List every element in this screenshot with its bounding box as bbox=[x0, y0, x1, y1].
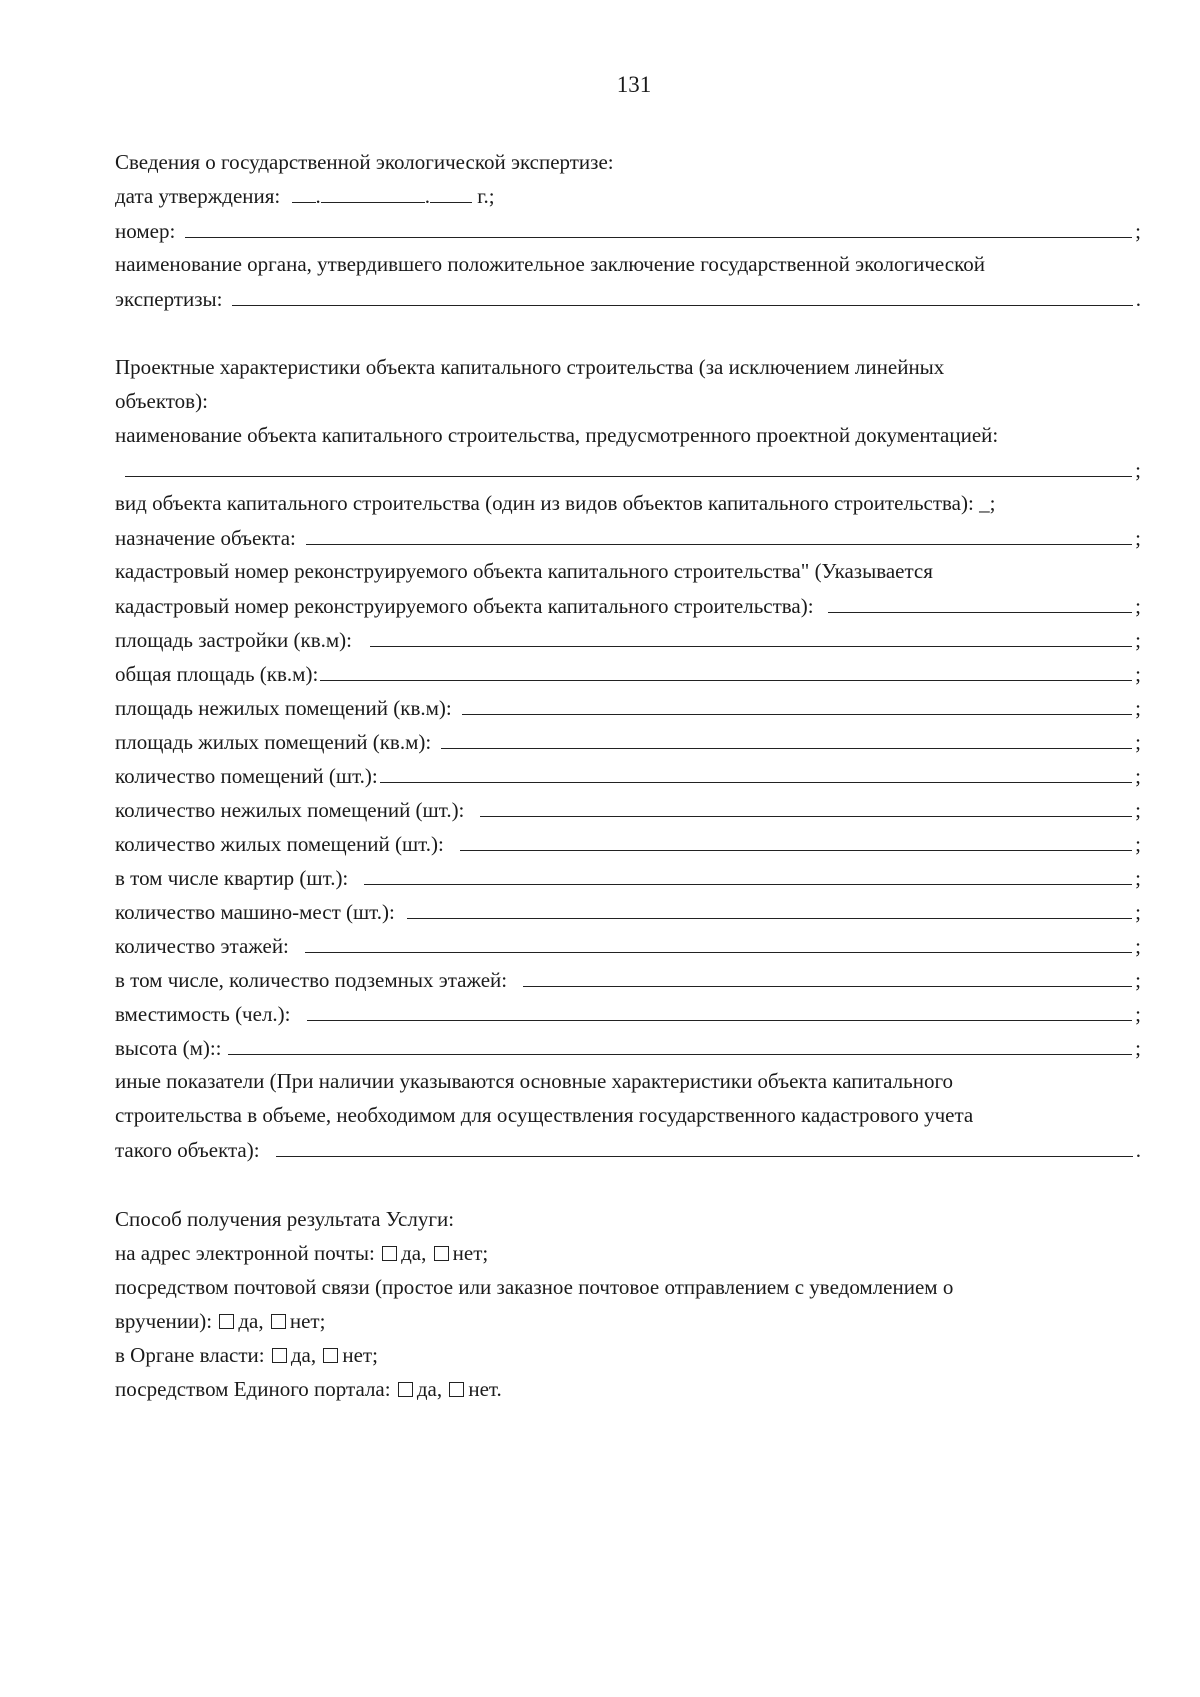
approving-organ-field[interactable] bbox=[232, 280, 1132, 306]
building-area-field[interactable] bbox=[370, 621, 1132, 647]
field-line bbox=[115, 859, 1141, 895]
post-option-line bbox=[115, 1303, 1141, 1339]
other-indicators-field[interactable] bbox=[276, 1131, 1133, 1157]
page-number: 131 bbox=[616, 72, 652, 97]
portal-option-label: посредством Единого портала: bbox=[115, 1377, 391, 1401]
field-line bbox=[115, 621, 1141, 657]
line-end-semicolon: ; bbox=[1135, 662, 1141, 686]
line-end-semicolon: ; bbox=[1135, 764, 1141, 788]
object-name-line bbox=[115, 451, 1141, 487]
total-area-field[interactable] bbox=[320, 655, 1132, 681]
other-indicators-label: иные показатели (При наличии указываются основные характеристики объекта капитального bbox=[115, 1069, 954, 1093]
characteristics-heading-cont: объектов): bbox=[115, 389, 208, 413]
post-option-label: посредством почтовой связи (простое или заказное почтовое отправлением с уведомлением о bbox=[115, 1275, 954, 1299]
other-indicators-line bbox=[115, 1131, 1141, 1167]
nonresidential-rooms-label: количество нежилых помещений (шт.): bbox=[115, 798, 465, 822]
organ-option-label: в Органе власти: bbox=[115, 1343, 265, 1367]
residential-rooms-field[interactable] bbox=[460, 825, 1132, 851]
characteristics-heading: Проектные характеристики объекта капитального строительства (за исключением линейных bbox=[115, 355, 945, 379]
line-end-semicolon: ; bbox=[1135, 1036, 1141, 1060]
line-end-period: . bbox=[1135, 287, 1141, 311]
field-line bbox=[115, 757, 1141, 793]
capacity-label: вместимость (чел.): bbox=[115, 1002, 291, 1026]
total-area-label: общая площадь (кв.м): bbox=[115, 662, 319, 686]
post-no-checkbox[interactable] bbox=[271, 1314, 286, 1329]
no-label: нет; bbox=[342, 1343, 378, 1367]
residential-area-label: площадь жилых помещений (кв.м): bbox=[115, 730, 432, 754]
email-no-checkbox[interactable] bbox=[434, 1246, 449, 1261]
line-end-semicolon: ; bbox=[1135, 594, 1141, 618]
field-line bbox=[115, 893, 1141, 929]
underground-floors-label: в том числе, количество подземных этажей: bbox=[115, 968, 508, 992]
floors-count-label: количество этажей: bbox=[115, 934, 289, 958]
approving-organ-label: наименование органа, утвердившего положительное заключение государственной экологической bbox=[115, 252, 985, 276]
post-option-label-end: вручении): bbox=[115, 1309, 213, 1333]
object-kind-line: вид объекта капитального строительства (один из видов объектов капитального строительства): _; bbox=[115, 491, 996, 515]
no-label: нет; bbox=[452, 1241, 489, 1265]
object-name-label: наименование объекта капитального строительства, предусмотренного проектной документацией: bbox=[115, 423, 999, 447]
email-yes-checkbox[interactable] bbox=[382, 1246, 397, 1261]
expertise-number-field[interactable] bbox=[185, 212, 1132, 238]
result-method-heading: Способ получения результата Услуги: bbox=[115, 1207, 455, 1231]
field-line bbox=[115, 995, 1141, 1031]
object-purpose-label: назначение объекта: bbox=[115, 526, 296, 550]
field-line bbox=[115, 723, 1141, 759]
field-line bbox=[115, 791, 1141, 827]
approval-date-line bbox=[115, 178, 1141, 214]
nonresidential-area-field[interactable] bbox=[462, 689, 1132, 715]
line-end-semicolon: ; bbox=[1135, 628, 1141, 652]
cadastral-number-label: кадастровый номер реконструируемого объекта капитального строительства" (Указывается bbox=[115, 559, 933, 583]
field-line bbox=[115, 1029, 1141, 1065]
parking-spaces-label: количество машино-мест (шт.): bbox=[115, 900, 395, 924]
apartments-count-field[interactable] bbox=[364, 859, 1132, 885]
line-end-semicolon: ; bbox=[1135, 968, 1141, 992]
line-end-semicolon: ; bbox=[1135, 219, 1141, 243]
other-indicators-label-cont: строительства в объеме, необходимом для осуществления государственного кадастрового учета bbox=[115, 1103, 974, 1127]
post-yes-checkbox[interactable] bbox=[219, 1314, 234, 1329]
date-separator: . bbox=[424, 184, 430, 208]
field-line bbox=[115, 961, 1141, 997]
portal-option-line bbox=[115, 1371, 1141, 1407]
email-option-label: на адрес электронной почты: bbox=[115, 1241, 375, 1265]
expertise-number-line bbox=[115, 212, 1141, 248]
line-end-semicolon: ; bbox=[1135, 798, 1141, 822]
line-end-semicolon: ; bbox=[1135, 730, 1141, 754]
organ-no-checkbox[interactable] bbox=[323, 1348, 338, 1363]
portal-yes-checkbox[interactable] bbox=[398, 1382, 413, 1397]
yes-label: да, bbox=[290, 1343, 317, 1367]
building-area-label: площадь застройки (кв.м): bbox=[115, 628, 352, 652]
other-indicators-label-end: такого объекта): bbox=[115, 1138, 260, 1162]
date-day-field[interactable] bbox=[292, 178, 316, 203]
height-label: высота (м):: bbox=[115, 1036, 222, 1060]
approval-date-label: дата утверждения: bbox=[115, 184, 281, 208]
yes-label: да, bbox=[238, 1309, 264, 1333]
email-option-line bbox=[115, 1235, 1141, 1271]
object-purpose-field[interactable] bbox=[306, 519, 1132, 545]
organ-option-line bbox=[115, 1337, 1141, 1373]
line-end-semicolon: ; bbox=[1135, 900, 1141, 924]
line-end-semicolon: ; bbox=[1135, 832, 1141, 856]
cadastral-number-field[interactable] bbox=[828, 587, 1133, 613]
underground-floors-field[interactable] bbox=[523, 961, 1132, 987]
rooms-count-label: количество помещений (шт.): bbox=[115, 764, 378, 788]
residential-rooms-label: количество жилых помещений (шт.): bbox=[115, 832, 444, 856]
line-end-semicolon: ; bbox=[1135, 458, 1141, 482]
cadastral-number-line bbox=[115, 587, 1141, 623]
nonresidential-area-label: площадь нежилых помещений (кв.м): bbox=[115, 696, 452, 720]
nonresidential-rooms-field[interactable] bbox=[480, 791, 1132, 817]
approving-organ-label-end: экспертизы: bbox=[115, 287, 223, 311]
residential-area-field[interactable] bbox=[441, 723, 1132, 749]
no-label: нет; bbox=[289, 1309, 326, 1333]
field-line bbox=[115, 655, 1141, 691]
object-purpose-line bbox=[115, 519, 1141, 555]
cadastral-number-label-end: кадастровый номер реконструируемого объекта капитального строительства): bbox=[115, 594, 814, 618]
date-year-field[interactable] bbox=[430, 178, 472, 203]
apartments-count-label: в том числе квартир (шт.): bbox=[115, 866, 349, 890]
no-label: нет. bbox=[468, 1377, 502, 1401]
portal-no-checkbox[interactable] bbox=[449, 1382, 464, 1397]
line-end-semicolon: ; bbox=[1135, 866, 1141, 890]
approving-organ-line bbox=[115, 280, 1141, 316]
field-line bbox=[115, 927, 1141, 963]
capacity-field[interactable] bbox=[307, 995, 1133, 1021]
rooms-count-field[interactable] bbox=[380, 757, 1132, 783]
date-suffix: г.; bbox=[477, 184, 495, 208]
line-end-period: . bbox=[1135, 1138, 1141, 1162]
floors-count-field[interactable] bbox=[305, 927, 1132, 953]
yes-label: да, bbox=[401, 1241, 427, 1265]
field-line bbox=[115, 689, 1141, 725]
line-end-semicolon: ; bbox=[1135, 696, 1141, 720]
object-name-field[interactable] bbox=[125, 451, 1132, 477]
organ-yes-checkbox[interactable] bbox=[272, 1348, 287, 1363]
line-end-semicolon: ; bbox=[1135, 934, 1141, 958]
line-end-semicolon: ; bbox=[1135, 526, 1141, 550]
date-separator: . bbox=[315, 184, 321, 208]
line-end-semicolon: ; bbox=[1135, 1002, 1141, 1026]
field-line bbox=[115, 825, 1141, 861]
expertise-heading: Сведения о государственной экологической экспертизе: bbox=[115, 150, 614, 174]
date-month-field[interactable] bbox=[321, 178, 425, 203]
expertise-number-label: номер: bbox=[115, 219, 176, 243]
parking-spaces-field[interactable] bbox=[407, 893, 1132, 919]
yes-label: да, bbox=[416, 1377, 443, 1401]
height-field[interactable] bbox=[228, 1029, 1133, 1055]
